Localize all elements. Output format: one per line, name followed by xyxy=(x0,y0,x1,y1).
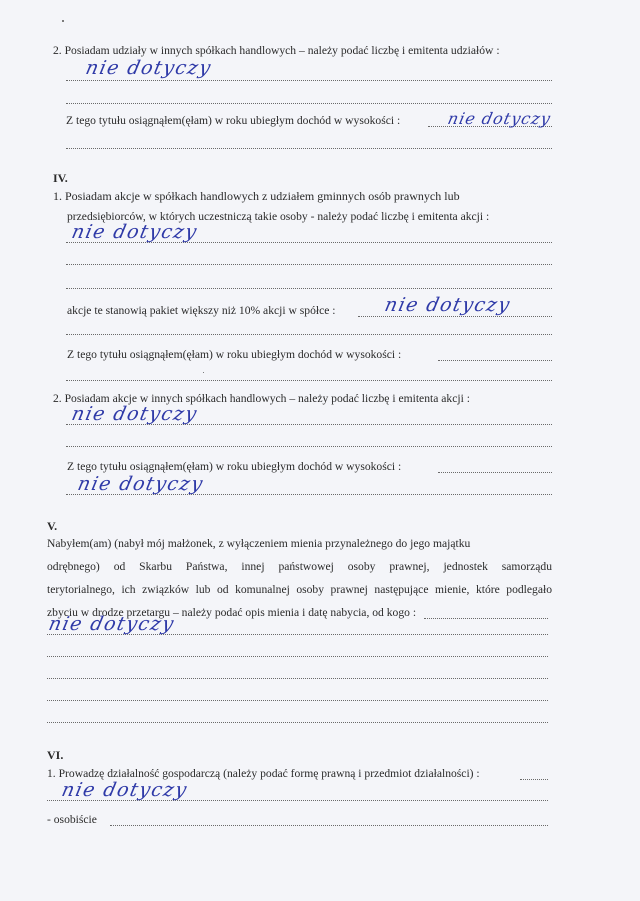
handwritten-answer: nie dotyczy xyxy=(69,403,200,425)
handwritten-answer: nie dotyczy xyxy=(75,473,206,495)
handwritten-answer: nie dotyczy xyxy=(69,221,200,243)
answer-line xyxy=(110,825,548,826)
section4-heading: IV. xyxy=(53,171,68,185)
answer-line xyxy=(66,334,552,335)
section5-heading: V. xyxy=(47,519,58,533)
answer-line xyxy=(47,700,548,701)
section4-pakiet-text: akcje te stanowią pakiet większy niż 10% akcji w spółce : xyxy=(67,304,336,317)
answer-line xyxy=(66,103,552,104)
answer-line xyxy=(424,618,548,619)
answer-line xyxy=(358,316,552,317)
section6-heading: VI. xyxy=(47,748,64,762)
scan-mark xyxy=(62,20,64,22)
section4-income-text-2: Z tego tytułu osiągnąłem(ęłam) w roku ubiegłym dochód w wysokości : xyxy=(67,460,402,473)
section5-text-1 xyxy=(47,537,552,551)
answer-line xyxy=(66,288,552,289)
handwritten-answer: nie dotyczy xyxy=(382,294,513,316)
answer-line xyxy=(66,148,552,149)
section6-text-2: - osobiście xyxy=(47,813,97,826)
section5-line-1: Nabyłem(am) (nabył mój małżonek, z wyłączeniem mienia przynależnego do jego majątku xyxy=(47,537,471,550)
section5-text-2: odrębnego) od Skarbu Państwa, innej państwowej osoby prawnej, jednostek samorządu xyxy=(47,560,552,573)
section3-item2-text: 2. Posiadam udziały w innych spółkach handlowych – należy podać liczbę i emitenta udziałów : xyxy=(53,44,500,57)
section3-income-text: Z tego tytułu osiągnąłem(ęłam) w roku ubiegłym dochód w wysokości : xyxy=(66,114,401,127)
answer-line xyxy=(47,678,548,679)
scan-mark xyxy=(203,372,204,373)
handwritten-answer: nie dotyczy xyxy=(59,779,190,801)
section5-text-4: zbyciu w drodze przetargu – należy podać opis mienia i datę nabycia, od kogo : xyxy=(47,606,417,619)
answer-line xyxy=(66,264,552,265)
section4-item2-text: 2. Posiadam akcje w innych spółkach handlowych – należy podać liczbę i emitenta akcji : xyxy=(53,392,470,405)
section4-income-text: Z tego tytułu osiągnąłem(ęłam) w roku ubiegłym dochód w wysokości : xyxy=(67,348,402,361)
answer-line xyxy=(438,472,552,473)
section4-item1-text: 1. Posiadam akcje w spółkach handlowych z udziałem gminnych osób prawnych lub xyxy=(53,189,460,203)
section6-text-1: 1. Prowadzę działalność gospodarczą (należy podać formę prawną i przedmiot działalności) : xyxy=(47,767,480,780)
answer-line xyxy=(47,656,548,657)
answer-line xyxy=(47,722,548,723)
answer-line xyxy=(66,380,552,381)
handwritten-answer: nie dotyczy xyxy=(46,613,177,635)
answer-line xyxy=(66,80,552,81)
answer-line xyxy=(520,779,548,780)
answer-line xyxy=(438,360,552,361)
handwritten-answer: nie dotyczy xyxy=(83,57,214,79)
answer-line xyxy=(66,446,552,447)
section5-text-3: terytorialnego, ich związków lub od komunalnej osoby prawnej następujące mienie, które podlegało xyxy=(47,583,552,596)
handwritten-answer: nie dotyczy xyxy=(446,109,553,128)
section4-item1-text-2: przedsiębiorców, w których uczestniczą takie osoby - należy podać liczbę i emitenta akcji : xyxy=(67,210,490,223)
